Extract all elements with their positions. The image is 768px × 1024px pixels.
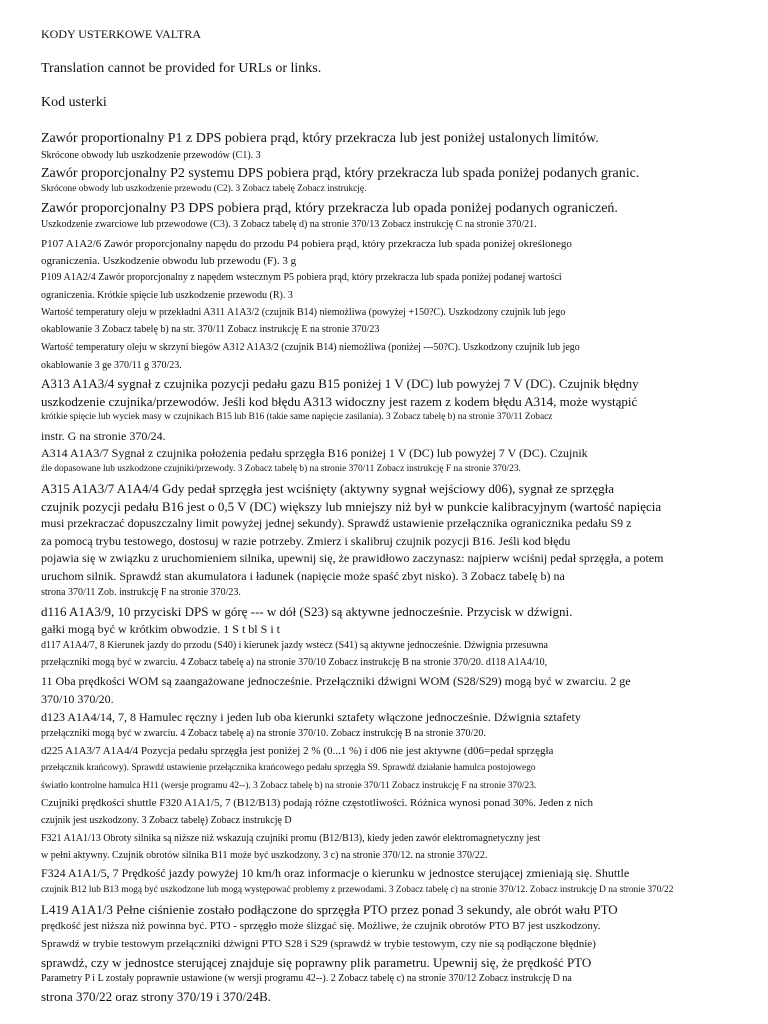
section-heading: Kod usterki <box>41 95 107 110</box>
body-line: 370/10 370/20. <box>41 692 114 706</box>
body-line: Skrócone obwody lub uszkodzenie przewodów (C1). 3 <box>41 150 261 161</box>
body-line: uszkodzenie czujnika/przewodów. Jeśli kod błędu A313 widoczny jest razem z kodem błędu A314, może wystąpić <box>41 394 638 409</box>
body-line: 11 Oba prędkości WOM są zaangażowane jednocześnie. Przełączniki dźwigni WOM (S28/S29) mogą być w zwarciu. 2 ge <box>41 674 631 688</box>
body-line: d117 A1A4/7, 8 Kierunek jazdy do przodu (S40) i kierunek jazdy wstecz (S41) są aktywne jednocześnie. Dźwignia przesuwna <box>41 640 548 651</box>
body-line: Parametry P i L zostały poprawnie ustawione (w wersji programu 42--). 2 Zobacz tabelę c) na stronie 370/12 Zobacz instrukcję D na <box>41 973 572 984</box>
body-line: Wartość temperatury oleju w przekładni A311 A1A3/2 (czujnik B14) niemożliwa (powyżej +150?C). Uszkodzony czujnik lub jego <box>41 307 566 318</box>
body-line: gałki mogą być w krótkim obwodzie. 1 S t bl S i t <box>41 622 280 636</box>
document-title: KODY USTERKOWE VALTRA <box>41 27 202 41</box>
translation-notice: Translation cannot be provided for URLs or links. <box>41 61 322 76</box>
body-line: strona 370/11 Zob. instrukcję F na stronie 370/23. <box>41 587 241 598</box>
body-line: czujnik jest uszkodzony. 3 Zobacz tabelę) Zobacz instrukcję D <box>41 815 292 826</box>
body-line: P109 A1A2/4 Zawór proporcjonalny z napędem wstecznym P5 pobiera prąd, który przekracza lub spada poniżej podanej wartości <box>41 272 562 283</box>
body-line: Zawór proporcjonalny P3 DPS pobiera prąd, który przekracza lub opada poniżej podanych ograniczeń. <box>41 201 618 216</box>
body-line: za pomocą trybu testowego, dostosuj w razie potrzeby. Zmierz i skalibruj czujnik pozycji B16. Jeśli kod błędu <box>41 534 571 548</box>
body-line: przełączniki mogą być w zwarciu. 4 Zobacz tabelę a) na stronie 370/10 Zobacz instrukcję B na stronie 370/20. d118 A1A4/10, <box>41 657 548 668</box>
body-line: P107 A1A2/6 Zawór proporcjonalny napędu do przodu P4 pobiera prąd, który przekracza lub spada poniżej określonego <box>41 238 572 250</box>
body-line: A313 A1A3/4 sygnał z czujnika pozycji pedału gazu B15 poniżej 1 V (DC) lub powyżej 7 V (DC). Czujnik błędny <box>41 376 639 391</box>
body-line: czujnik pozycji pedału B16 jest o 0,5 V (DC) większy lub mniejszy niż był w punkcie kalibracyjnym (wartość napięcia <box>41 499 662 514</box>
body-line: uruchom silnik. Sprawdź stan akumulatora i ładunek (napięcie może spaść zbyt nisko). 3 Zobacz tabelę b) na <box>41 569 565 583</box>
body-line: Skrócone obwody lub uszkodzenie przewodu (C2). 3 Zobacz tabelę Zobacz instrukcję. <box>41 184 367 194</box>
body-line: ograniczenia. Krótkie spięcie lub uszkodzenie przewodu (R). 3 <box>41 290 293 301</box>
body-line: przełącznik krańcowy). Sprawdź ustawienie przełącznika krańcowego pedału sprzęgła S9. Sprawdź działanie hamulca postojowego <box>41 763 536 773</box>
body-line: d116 A1A3/9, 10 przyciski DPS w górę --- w dół (S23) są aktywne jednocześnie. Przycisk w dźwigni. <box>41 604 573 619</box>
body-line: F321 A1A1/13 Obroty silnika są niższe niż wskazują czujniki promu (B12/B13), kiedy jeden zawór elektromagnetyczny jest <box>41 833 541 844</box>
body-line: Zawór proporcjonalny P2 systemu DPS pobiera prąd, który przekracza lub spada poniżej podanych granic. <box>41 166 640 181</box>
body-line: prędkość jest niższa niż powinna być. PTO - sprzęgło może ślizgać się. Możliwe, że czujnik obrotów PTO B7 jest uszkodzony. <box>41 920 601 932</box>
body-line: A314 A1A3/7 Sygnał z czujnika położenia pedału sprzęgła B16 poniżej 1 V (DC) lub powyżej 7 V (DC). Czujnik <box>41 446 588 460</box>
body-line: instr. G na stronie 370/24. <box>41 429 166 443</box>
body-line: Wartość temperatury oleju w skrzyni biegów A312 A1A3/2 (czujnik B14) niemożliwa (poniżej ---50?C). Uszkodzony czujnik lub jego <box>41 342 580 353</box>
body-line: Uszkodzenie zwarciowe lub przewodowe (C3). 3 Zobacz tabelę d) na stronie 370/13 Zobacz instrukcję C na stronie 370/21. <box>41 219 537 230</box>
body-line: d225 A1A3/7 A1A4/4 Pozycja pedału sprzęgła jest poniżej 2 % (0...1 %) i d06 nie jest aktywne (d06=pedał sprzęgła <box>41 745 554 757</box>
body-line: musi przekraczać dopuszczalny limit powyżej jednej sekundy). Sprawdź ustawienie przełącznika ogranicznika pedału S9 z <box>41 516 632 530</box>
body-line: ograniczenia. Uszkodzenie obwodu lub przewodu (F). 3 g <box>41 255 297 267</box>
body-line: światło kontrolne hamulca H11 (wersje programu 42--). 3 Zobacz tabelę b) na stronie 370/11 Zobacz instrukcję F na stronie 370/23. <box>41 781 537 791</box>
body-line: F324 A1A1/5, 7 Prędkość jazdy powyżej 10 km/h oraz informacje o kierunku w jednostce sterującej zmieniają się. Shuttle <box>41 866 630 880</box>
body-line: okablowanie 3 ge 370/11 g 370/23. <box>41 360 182 371</box>
body-line: Zawór proportionalny P1 z DPS pobiera prąd, który przekracza lub jest poniżej ustalonych limitów. <box>41 131 599 146</box>
body-line: w pełni aktywny. Czujnik obrotów silnika B11 może być uszkodzony. 3 c) na stronie 370/12. na stronie 370/22. <box>41 850 488 861</box>
body-line: przełączniki mogą być w zwarciu. 4 Zobacz tabelę a) na stronie 370/10. Zobacz instrukcję B na stronie 370/20. <box>41 728 486 739</box>
body-line: strona 370/22 oraz strony 370/19 i 370/24B. <box>41 989 272 1004</box>
body-line: źle dopasowane lub uszkodzone czujniki/przewody. 3 Zobacz tabelę b) na stronie 370/11 Zobacz instrukcję F na stronie 370/23. <box>41 464 521 474</box>
body-line: sprawdź, czy w jednostce sterującej znajduje się poprawny plik parametru. Upewnij się, że prędkość PTO <box>41 955 592 970</box>
body-line: okablowanie 3 Zobacz tabelę b) na str. 370/11 Zobacz instrukcję E na stronie 370/23 <box>41 324 380 335</box>
body-line: krótkie spięcie lub wyciek masy w czujnikach B15 lub B16 (takie same napięcie zasilania). 3 Zobacz tabelę b) na stronie 370/11 Zobacz <box>41 412 553 422</box>
body-line: Sprawdź w trybie testowym przełączniki dźwigni PTO S28 i S29 (sprawdź w trybie testowym, czy nie są podłączone błędnie) <box>41 938 596 950</box>
body-line: czujnik B12 lub B13 mogą być uszkodzone lub mogą występować problemy z przewodami. 3 Zobacz tabelę c) na stronie 370/12. Zobacz instrukcję D na stronie 370/22 <box>41 885 674 895</box>
body-line: Czujniki prędkości shuttle F320 A1A1/5, 7 (B12/B13) podają różne częstotliwości. Różnica wynosi ponad 30%. Jeden z nich <box>41 797 594 809</box>
body-line: L419 A1A1/3 Pełne ciśnienie zostało podłączone do sprzęgła PTO przez ponad 3 sekundy, ale obrót wału PTO <box>41 902 618 917</box>
body-line: A315 A1A3/7 A1A4/4 Gdy pedał sprzęgła jest wciśnięty (aktywny sygnał wejściowy d06), sygnał ze sprzęgła <box>41 481 614 496</box>
body-line: d123 A1A4/14, 7, 8 Hamulec ręczny i jeden lub oba kierunki sztafety włączone jednocześnie. Dźwignia sztafety <box>41 710 581 724</box>
body-line: pojawia się w związku z uruchomieniem silnika, upewnij się, że prawidłowo zaczynasz: najpierw wciśnij pedał sprzęgła, a potem <box>41 551 664 565</box>
